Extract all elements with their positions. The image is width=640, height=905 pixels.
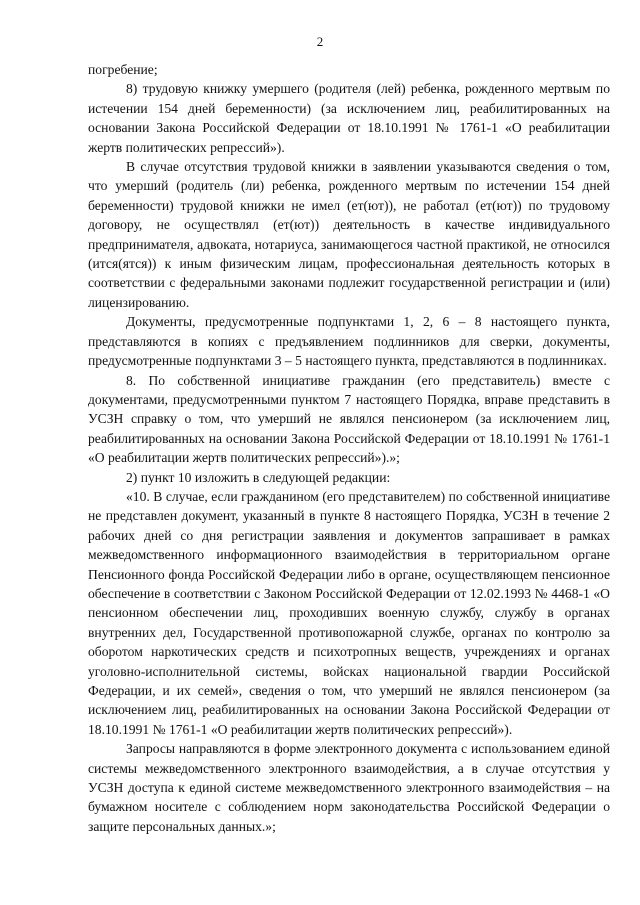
paragraph: «10. В случае, если гражданином (его представителем) по собственной инициативе не представлен документ, указанный в пункте 8 настоящего Порядка, УСЗН в течение 2 рабочих дней со дня регистрации заявления и документов запрашивает в рамках межведомственного информационного взаимодействия в территориальном органе Пенсионного фонда Российской Федерации либо в органе, осуществляющем пенсионное обеспечение в соответствии с Законом Российской Федерации от 12.02.1993 № 4468-1 «О пенсионном обеспечении лиц, проходивших военную службу, службу в органах внутренних дел, Государственной противопожарной службе, органах по контролю за оборотом наркотических средств и психотропных веществ, учреждениях и органах уголовно-исполнительной системы, войсках национальной гвардии Российской Федерации, и их семей», сведения о том, что умерший не являлся пенсионером (за исключением лиц, реабилитированных на основании Закона Российской Федерации от 18.10.1991 № 1761-1 «О реабилитации жертв политических репрессий»). [88,488,610,737]
paragraph: 8. По собственной инициативе гражданин (его представитель) вместе с документами, предусмотренными пунктом 7 настоящего Порядка, вправе представить в УСЗН справку о том, что умерший не являлся пенсионером (за исключением лиц, реабилитированных на основании Закона Российской Федерации от 18.10.1991 № 1761-1 «О реабилитации жертв политических репрессий»).»; [88,372,610,466]
paragraph: Документы, предусмотренные подпунктами 1, 2, 6 – 8 настоящего пункта, представляются в копиях с предъявлением подлинников для сверки, документы, предусмотренные подпунктами 3 – 5 настоящего пункта, представляются в подлинниках. [88,314,610,369]
paragraph: 2) пункт 10 изложить в следующей редакции: [126,469,391,485]
paragraph: погребение; [88,62,158,77]
page-number: 2 [316,34,324,49]
paragraph: 8) трудовую книжку умершего (родителя (лей) ребенка, рожденного мертвым по истечении 154 дней беременности) (за исключением лиц, реабилитированных на основании Закона Российской Федерации от 18.10.1991 № 1761-1 «О реабилитации жертв политических репрессий»). [88,81,610,155]
paragraph: В случае отсутствия трудовой книжки в заявлении указываются сведения о том, что умерший (родитель (ли) ребенка, рожденного мертвым по истечении 154 дней беременности) трудовой книжки не имел (ет(ют)), не работал (ет(ют)) по трудовому договору, не осуществлял (ет(ют)) деятельность в качестве индивидуального предпринимателя, адвоката, нотариуса, занимающегося частной практикой, не относился (ится(ятся)) к иным физическим лицам, профессиональная деятельность которых в соответствии с федеральными законами подлежит государственной регистрации и (или) лицензированию. [88,159,610,310]
document-body [88,60,610,836]
paragraph: Запросы направляются в форме электронного документа с использованием единой системы межведомственного электронного взаимодействия, а в случае отсутствия у УСЗН доступа к единой системе межведомственного электронного взаимодействия – на бумажном носителе с соблюдением норм законодательства Российской Федерации о защите персональных данных.»; [88,741,610,834]
